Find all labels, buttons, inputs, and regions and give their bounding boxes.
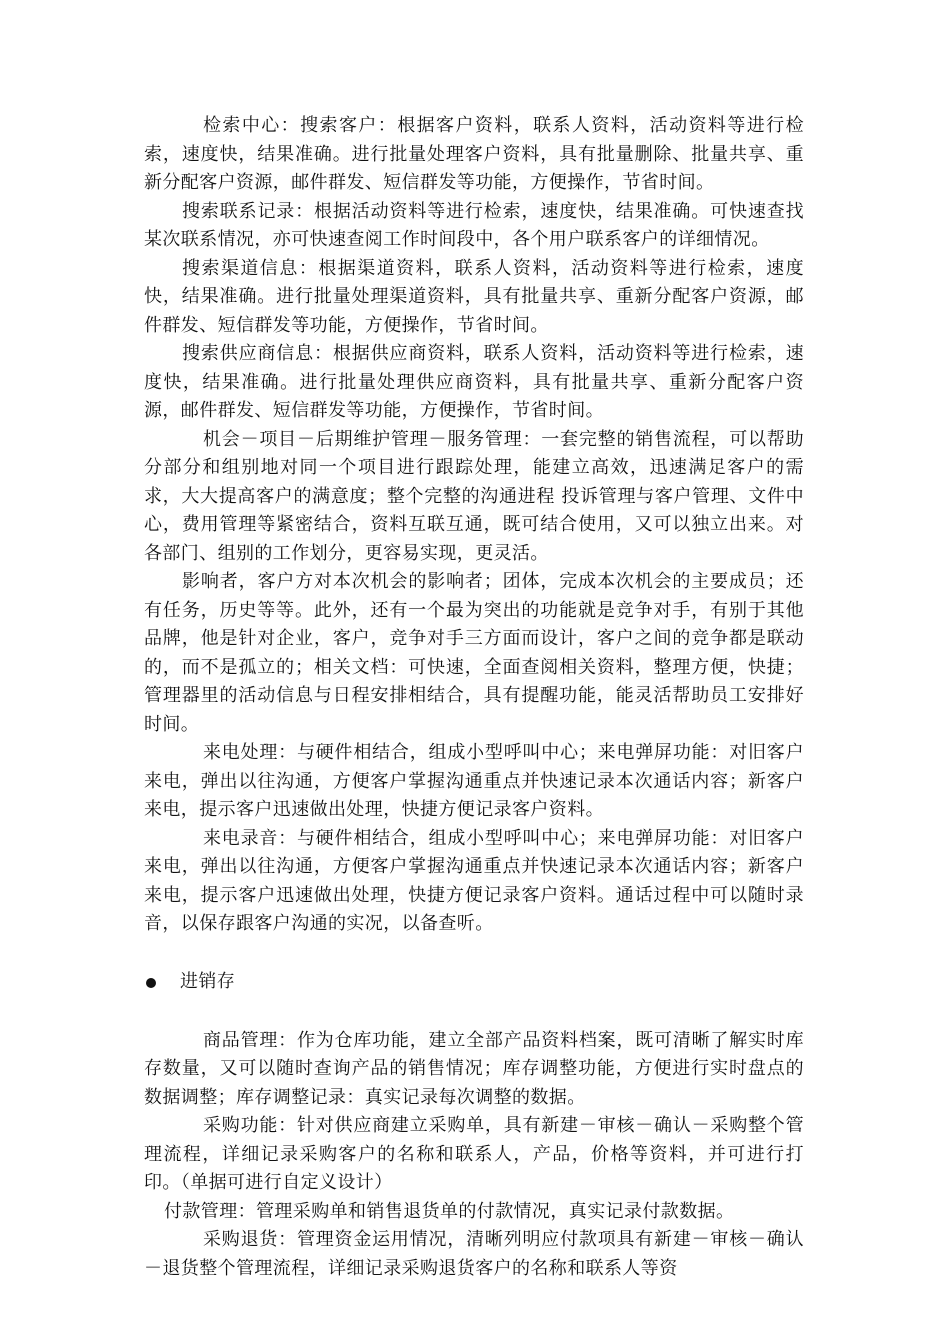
paragraph-search-supplier-info: 搜索供应商信息：根据供应商资料，联系人资料，活动资料等进行检索，速度快，结果准确。进行批量处理供应商资料，具有批量共享、重新分配客户资源，邮件群发、短信群发等功能，方便操作，节省时间。 [144,343,804,421]
paragraph-search-center: 检索中心：搜索客户：根据客户资料，联系人资料，活动资料等进行检索，速度快，结果准确。进行批量处理客户资料，具有批量删除、批量共享、重新分配客户资源，邮件群发、短信群发等功能，方便操作，节省时间。 [144,115,804,193]
paragraph-payment-management: 付款管理：管理采购单和销售退货单的付款情况，真实记录付款数据。 [164,1200,735,1222]
section-heading: 进销存 [180,971,236,993]
paragraph-purchase-returns: 采购退货：管理资金运用情况，清晰列明应付款项具有新建－审核－确认－退货整个管理流程，详细记录采购退货客户的名称和联系人等资 [144,1229,804,1279]
document-body [144,112,804,1283]
section-heading-row [144,969,804,997]
paragraph-influencers: 影响者，客户方对本次机会的影响者；团体，完成本次机会的主要成员；还有任务，历史等等。此外，还有一个最为突出的功能就是竞争对手，有别于其他品牌，他是针对企业，客户，竞争对手三方面而设计，客户之间的竞争都是联动的，而不是孤立的；相关文档：可快速，全面查阅相关资料，整理方便，快捷；管理器里的活动信息与日程安排相结合，具有提醒功能，能灵活帮助员工安排好时间。 [144,571,804,735]
paragraph-call-recording: 来电录音：与硬件相结合，组成小型呼叫中心；来电弹屏功能：对旧客户来电，弹出以往沟通，方便客户掌握沟通重点并快速记录本次通话内容；新客户来电，提示客户迅速做出处理，快捷方便记录客户资料。通话过程中可以随时录音，以保存跟客户沟通的实况，以备查听。 [144,827,804,934]
paragraph-product-management: 商品管理：作为仓库功能，建立全部产品资料档案，既可清晰了解实时库存数量，又可以随时查询产品的销售情况；库存调整功能，方便进行实时盘点的数据调整；库存调整记录：真实记录每次调整的数据。 [144,1029,804,1108]
bullet-dot-icon [146,978,156,988]
paragraph-opportunity-project: 机会－项目－后期维护管理－服务管理：一套完整的销售流程，可以帮助分部分和组别地对同一个项目进行跟踪处理，能建立高效，迅速满足客户的需求，大大提高客户的满意度；整个完整的沟通进程 投诉管理与客户管理、文件中心，费用管理等紧密结合，资料互联互通，既可结合使用，又可以独立出来。对各部门、组别的工作划分，更容易实现，更灵活。 [144,428,804,564]
paragraph-search-channel-info: 搜索渠道信息：根据渠道资料，联系人资料，活动资料等进行检索，速度快，结果准确。进行批量处理渠道资料，具有批量共享、重新分配客户资源，邮件群发、短信群发等功能，方便操作，节省时间。 [144,257,804,336]
paragraph-incoming-call-handling: 来电处理：与硬件相结合，组成小型呼叫中心；来电弹屏功能：对旧客户来电，弹出以往沟通，方便客户掌握沟通重点并快速记录本次通话内容；新客户来电，提示客户迅速做出处理，快捷方便记录客户资料。 [144,742,804,820]
paragraph-search-contact-records: 搜索联系记录：根据活动资料等进行检索，速度快，结果准确。可快速查找某次联系情况，亦可快速查阅工作时间段中，各个用户联系客户的详细情况。 [144,200,804,250]
paragraph-purchase-function: 采购功能：针对供应商建立采购单，具有新建－审核－确认－采购整个管理流程，详细记录采购客户的名称和联系人，产品，价格等资料，并可进行打印。（单据可进行自定义设计） [144,1115,804,1193]
